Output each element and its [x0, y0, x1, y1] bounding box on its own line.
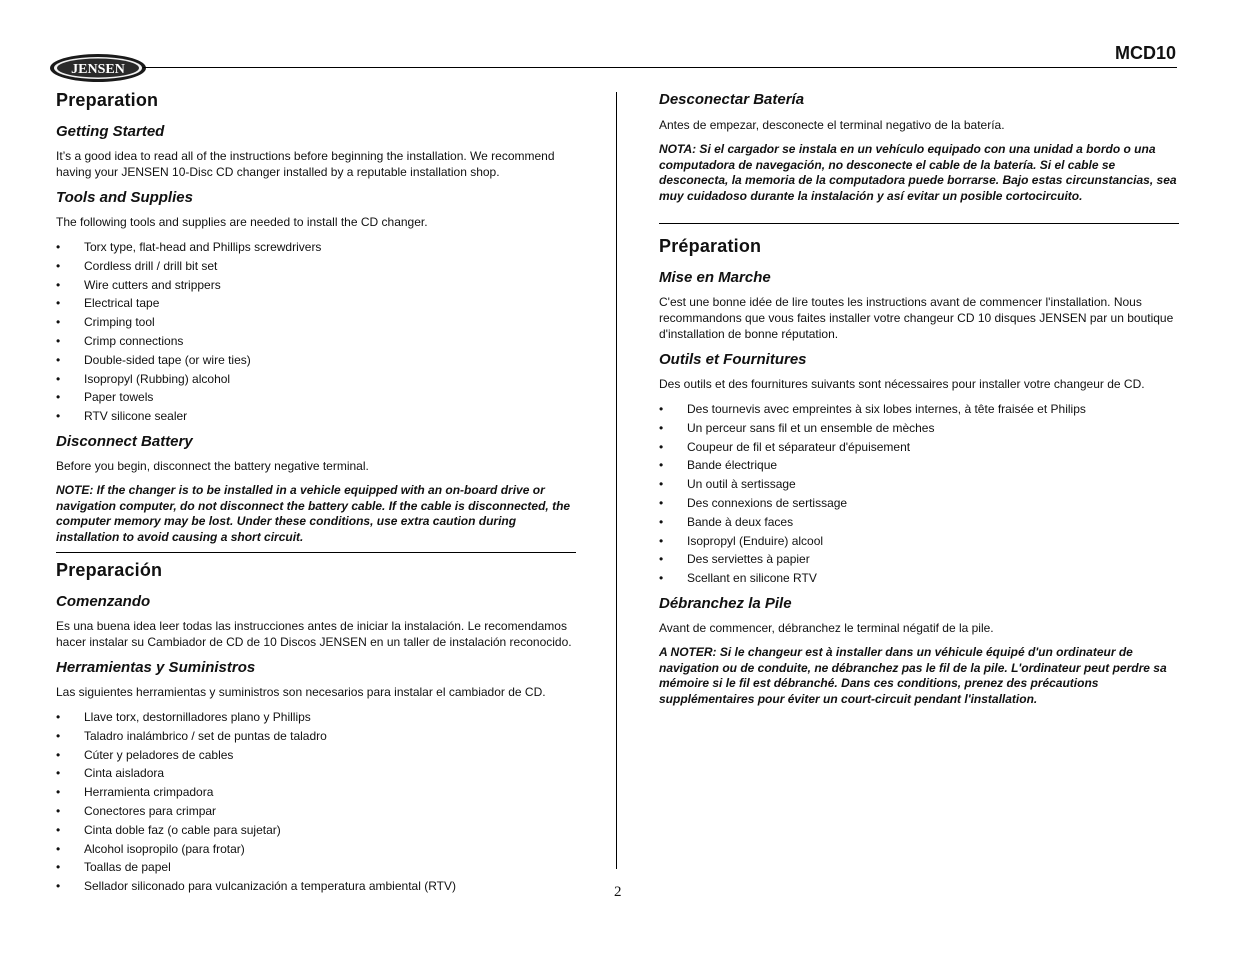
list-item: • Un perceur sans fil et un ensemble de mèches	[659, 420, 1179, 436]
list-item: • Des tournevis avec empreintes à six lobes internes, à tête fraisée et Philips	[659, 401, 1179, 417]
subsection-heading: Desconectar Batería	[659, 91, 805, 108]
english-section	[56, 90, 576, 545]
list-item: • Cordless drill / drill bit set	[56, 258, 576, 274]
list-item: • Bande à deux faces	[659, 514, 1179, 530]
warning-note: NOTE: If the changer is to be installed in a vehicle equipped with an on-board drive or navigation computer, do not disconnect the battery cable. If the cable is disconnected, the computer memory may be lost. Under these conditions, use extra caution during installation to avoid causing a short circuit.	[56, 483, 571, 544]
list-item: • Llave torx, destornilladores plano y Phillips	[56, 709, 576, 725]
paragraph: Before you begin, disconnect the battery negative terminal.	[56, 459, 369, 474]
list-item: • Taladro inalámbrico / set de puntas de taladro	[56, 728, 576, 744]
french-section	[659, 236, 1179, 716]
warning-note: A NOTER: Si le changeur est à installer dans un véhicule équipé d'un ordinateur de navigation ou de conduite, ne débranchez pas le fil de la pile. L'ordinateur peut perdre sa mémoire si le fil est débranché. Dans ces conditions, prenez des précautions supplémentaires pour éviter un court-circuit pendant l'installation.	[659, 645, 1167, 706]
list-item: • Toallas de papel	[56, 859, 576, 875]
paragraph: Avant de commencer, débranchez le terminal négatif de la pile.	[659, 621, 994, 636]
list-item: • Des connexions de sertissage	[659, 495, 1179, 511]
list-item: • Paper towels	[56, 389, 576, 405]
subsection-heading: Herramientas y Suministros	[56, 659, 256, 676]
subsection-heading: Mise en Marche	[659, 269, 771, 286]
list-item: • Electrical tape	[56, 295, 576, 311]
list-item: • Isopropyl (Rubbing) alcohol	[56, 371, 576, 387]
list-item: • Conectores para crimpar	[56, 803, 576, 819]
list-item: • Alcohol isopropilo (para frotar)	[56, 841, 576, 857]
paragraph: Las siguientes herramientas y suministros son necesarios para instalar el cambiador de CD.	[56, 685, 546, 699]
list-item: • Scellant en silicone RTV	[659, 570, 1179, 586]
list-item: • Isopropyl (Enduire) alcool	[659, 533, 1179, 549]
section-title: Preparation	[56, 90, 159, 110]
header-rule	[143, 67, 1177, 68]
list-item: • Des serviettes à papier	[659, 551, 1179, 567]
list-item: • Un outil à sertissage	[659, 476, 1179, 492]
list-item: • Cinta doble faz (o cable para sujetar)	[56, 822, 576, 838]
subsection-heading: Tools and Supplies	[56, 189, 193, 206]
list-item: • Cinta aisladora	[56, 765, 576, 781]
column-divider	[616, 92, 617, 869]
list-item: • Wire cutters and strippers	[56, 277, 576, 293]
subsection-heading: Comenzando	[56, 593, 151, 610]
warning-note: NOTA: Si el cargador se instala en un vehículo equipado con una unidad a bordo o una computadora de navegación, no desconecte el cable de la batería. Si el cable se desconecta, la memoria de la computadora puede borrarse. Bajo estas circunstancias, sea muy cuidadoso durante la instalación y así evitar un posible cortocircuito.	[659, 142, 1177, 203]
subsection-heading: Débranchez la Pile	[659, 595, 792, 613]
tools-list	[56, 239, 576, 424]
page-number: 2	[614, 884, 622, 900]
section-divider	[56, 552, 576, 553]
section-title: Préparation	[659, 236, 762, 256]
section-title: Preparación	[56, 560, 163, 580]
list-item: • Torx type, flat-head and Phillips screwdrivers	[56, 239, 576, 255]
list-item: • Sellador siliconado para vulcanización a temperatura ambiental (RTV)	[56, 878, 576, 894]
tools-list	[659, 401, 1179, 586]
spanish-battery-section	[659, 91, 1179, 213]
paragraph: Antes de empezar, desconecte el terminal negativo de la batería.	[659, 118, 1005, 132]
list-item: • Crimp connections	[56, 333, 576, 349]
paragraph: It’s a good idea to read all of the instructions before beginning the installation. We recommend having your JENSEN 10-Disc CD changer installed by a reputable installation shop.	[56, 149, 555, 179]
subsection-heading: Getting Started	[56, 123, 165, 140]
paragraph: Es una buena idea leer todas las instrucciones antes de iniciar la instalación. Le recomendamos hacer instalar su Cambiador de CD de 10 Discos JENSEN en un taller de instalación reconocido.	[56, 619, 572, 649]
subsection-heading: Outils et Fournitures	[659, 351, 807, 368]
model-number: MCD10	[1114, 43, 1176, 63]
list-item: • Double-sided tape (or wire ties)	[56, 352, 576, 368]
jensen-logo	[49, 53, 147, 83]
logo-text: JENSEN	[71, 62, 125, 77]
list-item: • Bande électrique	[659, 457, 1179, 473]
list-item: • RTV silicone sealer	[56, 408, 576, 424]
subsection-heading: Disconnect Battery	[56, 433, 193, 451]
section-divider	[659, 223, 1179, 224]
spanish-section	[56, 560, 576, 903]
paragraph: Des outils et des fournitures suivants sont nécessaires pour installer votre changeur de CD.	[659, 377, 1145, 391]
tools-list	[56, 709, 576, 894]
list-item: • Cúter y peladores de cables	[56, 747, 576, 763]
paragraph: The following tools and supplies are needed to install the CD changer.	[56, 215, 428, 229]
list-item: • Coupeur de fil et séparateur d'épuisement	[659, 439, 1179, 455]
list-item: • Crimping tool	[56, 314, 576, 330]
list-item: • Herramienta crimpadora	[56, 784, 576, 800]
paragraph: C'est une bonne idée de lire toutes les instructions avant de commencer l'installation. Nous recommandons que vous faites installer votre changeur CD 10 disques JENSEN par un boutique d'installation de bonne réputation.	[659, 295, 1174, 341]
